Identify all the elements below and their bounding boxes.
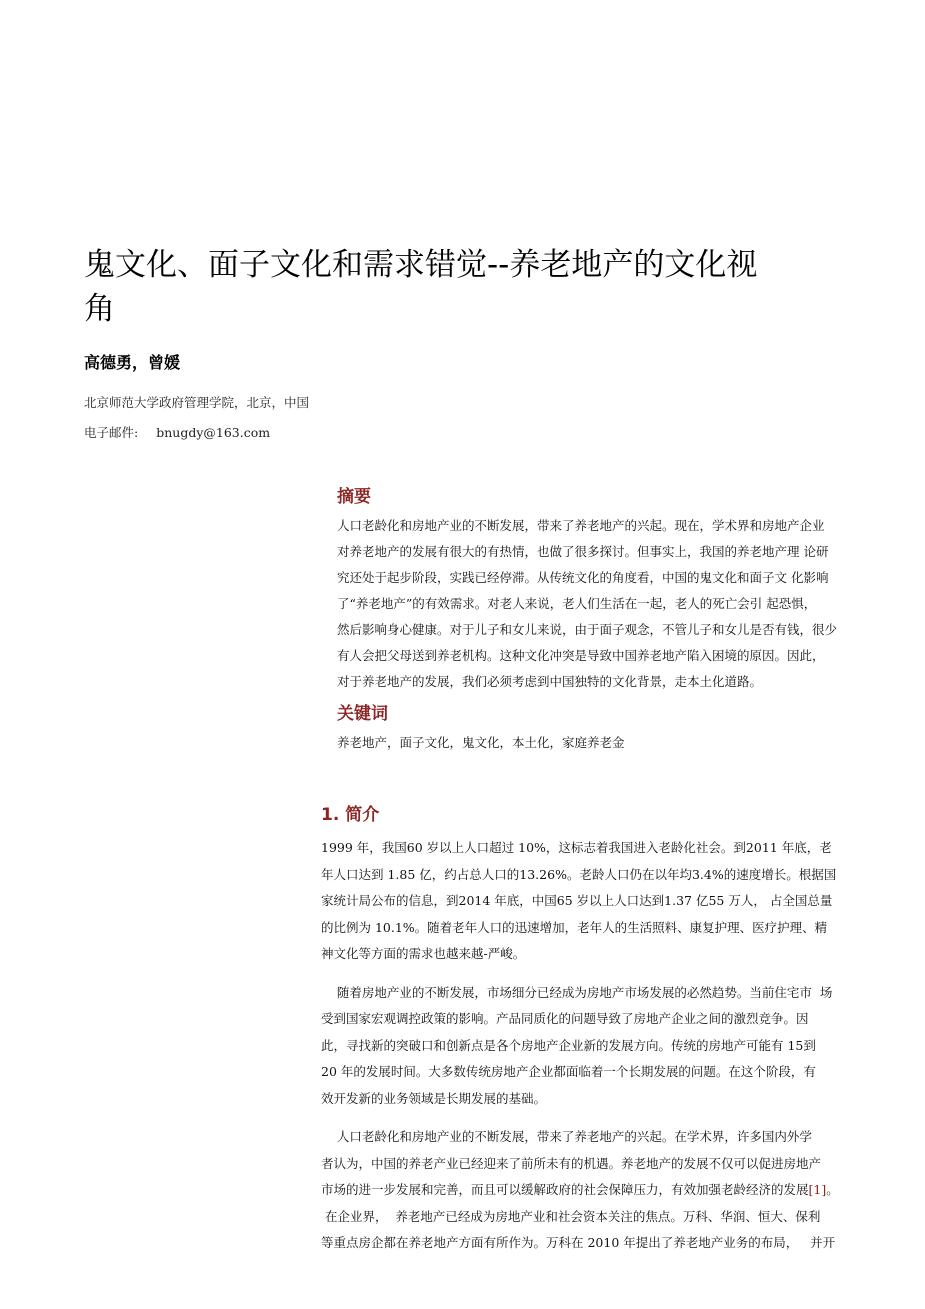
paragraph-line: 的比例为 10.1%。随着老年人口的迅速增加，老年人的生活照料、康复护理、医疗护理、精: [321, 919, 828, 935]
citation-link[interactable]: [1]: [808, 1182, 827, 1197]
paragraph-line: 受到国家宏观调控政策的影响。产品同质化的问题导致了房地产企业之间的激烈竞争。因: [321, 1011, 809, 1026]
email-line: [84, 423, 270, 441]
keywords-heading: 关键词: [337, 704, 388, 724]
paragraph-line: 1999 年，我国60 岁以上人口超过 10%，这标志着我国进入老龄化社会。到2011 年底，老: [321, 840, 832, 855]
abstract-line: 对于养老地产的发展，我们必须考虑到中国独特的文化背景，走本土化道路。: [337, 674, 763, 689]
paragraph-line: 人口老龄化和房地产业的不断发展，带来了养老地产的兴起。在学术界，许多国内外学: [321, 1129, 812, 1144]
paragraph-text: 。: [826, 1182, 839, 1197]
title-line-1: 鬼文化、面子文化和需求错觉--养老地产的文化视: [84, 246, 758, 283]
paper-title: [84, 243, 844, 331]
paragraph-line: 效开发新的业务领域是长期发展的基础。: [321, 1090, 547, 1106]
paragraph-line: 此，寻找新的突破口和创新点是各个房地产企业新的发展方向。传统的房地产可能有 15到: [321, 1037, 816, 1053]
paragraph-line: 等重点房企都在养老地产方面有所作为。万科在 2010 年提出了养老地产业务的布局， 并开: [321, 1235, 836, 1250]
paragraph-line: 20 年的发展时间。大多数传统房地产企业都面临着一个长期发展的问题。在这个阶段，有: [321, 1064, 816, 1079]
paragraph: [321, 980, 851, 1113]
paragraph-line: 随着房地产业的不断发展，市场细分已经成为房地产市场发展的必然趋势。当前住宅市 场: [321, 984, 833, 1000]
abstract-line: 对养老地产的发展有很大的有热情，也做了很多探讨。但事实上，我国的养老地产理 论研: [337, 544, 829, 559]
keywords-text: 养老地产，面子文化，鬼文化，本土化，家庭养老金: [337, 735, 625, 750]
paragraph: [321, 835, 851, 968]
paragraph: [321, 1124, 851, 1257]
abstract-section: [337, 482, 847, 756]
authors: 高德勇，曾媛: [84, 353, 181, 372]
paragraph-line: 神文化等方面的需求也越来越-严峻。: [321, 946, 526, 961]
paragraph-text: 市场的进一步发展和完善，而且可以缓解政府的社会保障压力，有效加强老龄经济的发展: [321, 1182, 809, 1197]
title-line-2: 角: [84, 290, 115, 327]
paragraph-line: 年人口达到 1.85 亿，约占总人口的13.26%。老龄人口仍在以年均3.4%的速度增长。根据国: [321, 866, 837, 882]
abstract-line: 人口老龄化和房地产业的不断发展，带来了养老地产的兴起。现在，学术界和房地产企业: [337, 518, 825, 533]
affiliation: 北京师范大学政府管理学院，北京，中国: [84, 395, 310, 410]
email-label: 电子邮件:: [84, 425, 139, 440]
paragraph-line: 者认为，中国的养老产业已经迎来了前所未有的机遇。养老地产的发展不仅可以促进房地产: [321, 1155, 822, 1171]
abstract-body: [337, 513, 847, 695]
paragraph-line: [321, 1177, 851, 1204]
abstract-line: 然后影响身心健康。对于儿子和女儿来说，由于面子观念，不管儿子和女儿是否有钱，很少: [337, 622, 838, 637]
paragraph-line: 家统计局公布的信息，到2014 年底，中国65 岁以上人口达到1.37 亿55 万人， 占全国总量: [321, 893, 833, 908]
section-heading-introduction: 1. 简介: [321, 805, 380, 825]
introduction-section: [321, 800, 851, 1269]
paragraph-line: 在企业界， 养老地产已经成为房地产业和社会资本关注的焦点。万科、华润、恒大、保利: [321, 1208, 821, 1224]
email-address: bnugdy@163.com: [156, 425, 271, 440]
abstract-line: 有人会把父母送到养老机构。这种文化冲突是导致中国养老地产陷入困境的原因。因此，: [337, 648, 825, 663]
abstract-heading: 摘要: [337, 487, 371, 507]
abstract-line: 了“养老地产”的有效需求。对老人来说，老人们生活在一起，老人的死亡会引 起恐惧，: [337, 596, 817, 611]
abstract-line: 究还处于起步阶段，实践已经停滞。从传统文化的角度看，中国的鬼文化和面子文 化影响: [337, 570, 829, 585]
